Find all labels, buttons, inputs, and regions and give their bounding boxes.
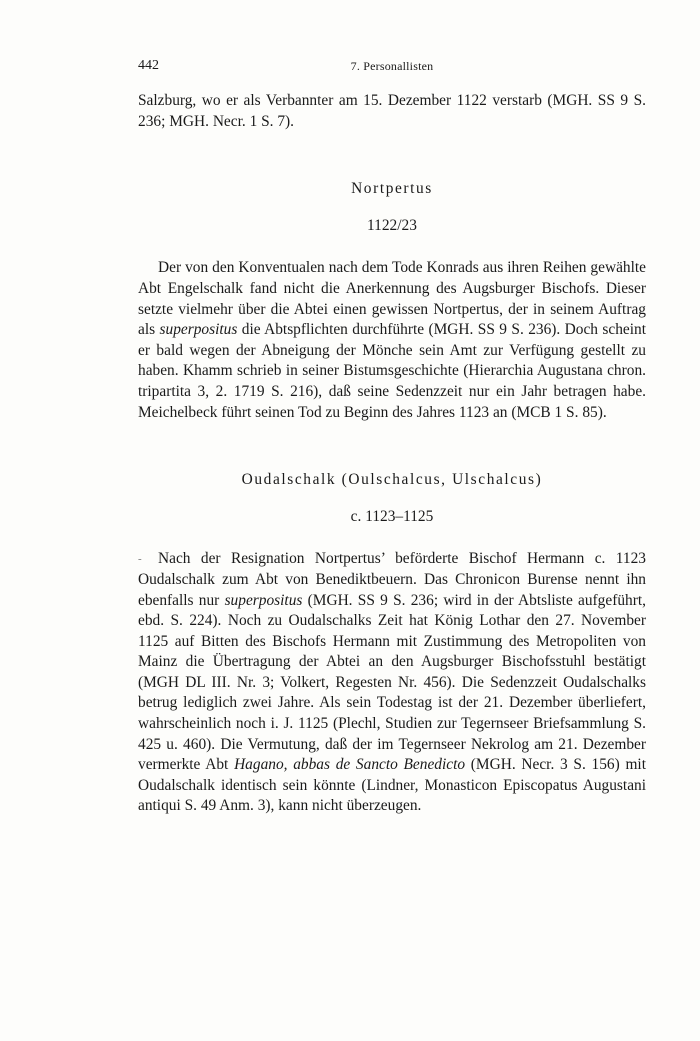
- text-run: die Abtspflichten durchführte (MGH. SS 9 S. 236). Doch scheint er bald wegen der Abneigung der Mönche sein Amt zur Verfügung gestellt zu haben. Khamm schrieb in seiner Bistumsgeschichte (Hierarchia Augustana chron. tripartita 3, 2. 1719 S. 216), daß seine Sedenzzeit nur ein Jahr betragen habe. Meichelbeck führt seinen Tod zu Beginn des Jahres 1123 an (MCB 1 S. 85).: [138, 321, 646, 421]
- book-page: [138, 58, 646, 817]
- entry-heading-oudalschalk: Oudalschalk (Oulschalcus, Ulschalcus): [241, 471, 543, 489]
- entry-dates-oudalschalk: c. 1123–1125: [350, 507, 434, 525]
- italic-term: superpositus: [159, 321, 238, 339]
- text-run: (MGH. SS 9 S. 236; wird in der Abtsliste aufgeführt, ebd. S. 224). Noch zu Oudalschalks Zeit hat König Lothar den 27. November 1125 auf Bitten des Bischofs Hermann mit Zustimmung des Metropoliten von Mainz die Übertragung der Abtei an den Augsburger Bischofsstuhl bestätigt (MGH DL III. Nr. 3; Volkert, Regesten Nr. 456). Die Sedenzzeit Oudalschalks betrug lediglich zwei Jahre. Als sein Todestag ist der 21. Dezember überliefert, wahrscheinlich noch i. J. 1125 (Plechl, Studien zur Tegernseer Briefsammlung S. 425 u. 460). Die Vermutung, daß der im Tegernseer Nekrolog am 21. Dezember vermerkte Abt: [138, 591, 646, 774]
- running-head: 7. Personallisten: [350, 59, 434, 73]
- text-run: Der von den Konventualen nach dem Tode Konrads aus ihren Reihen gewählte Abt Engelschalk fand nicht die Anerkennung des Augsburger Bischofs. Dieser setzte vielmehr über die Abtei einen gewissen Nortpertus, der in seinem Auftrag als: [138, 259, 646, 339]
- entry-heading-nortpertus: Nortpertus: [351, 180, 433, 198]
- entry-paragraph-oudalschalk: [138, 549, 646, 817]
- page-number: 442: [138, 58, 159, 73]
- page-header: [138, 58, 646, 80]
- entry-paragraph-nortpertus: [138, 258, 646, 423]
- continuation-paragraph: Salzburg, wo er als Verbannter am 15. Dezember 1122 verstarb (MGH. SS 9 S. 236; MGH. Necr. 1 S. 7).: [138, 92, 646, 130]
- text-run: Nach der Resignation Nortpertus’ beförderte Bischof Hermann c. 1123 Oudalschalk zum Abt von Benediktbeuern. Das Chronicon Burense nennt ihn ebenfalls nur: [138, 550, 646, 609]
- italic-term: superpositus: [224, 591, 303, 609]
- italic-term: Hagano, abbas de Sancto Benedicto: [234, 756, 466, 774]
- margin-mark: -: [138, 553, 142, 566]
- text-run: (MGH. Necr. 3 S. 156) mit Oudalschalk identisch sein könnte (Lindner, Monasticon Episcopatus Augustani antiqui S. 49 Anm. 3), kann nicht überzeugen.: [138, 756, 646, 815]
- entry-dates-nortpertus: 1122/23: [367, 216, 417, 234]
